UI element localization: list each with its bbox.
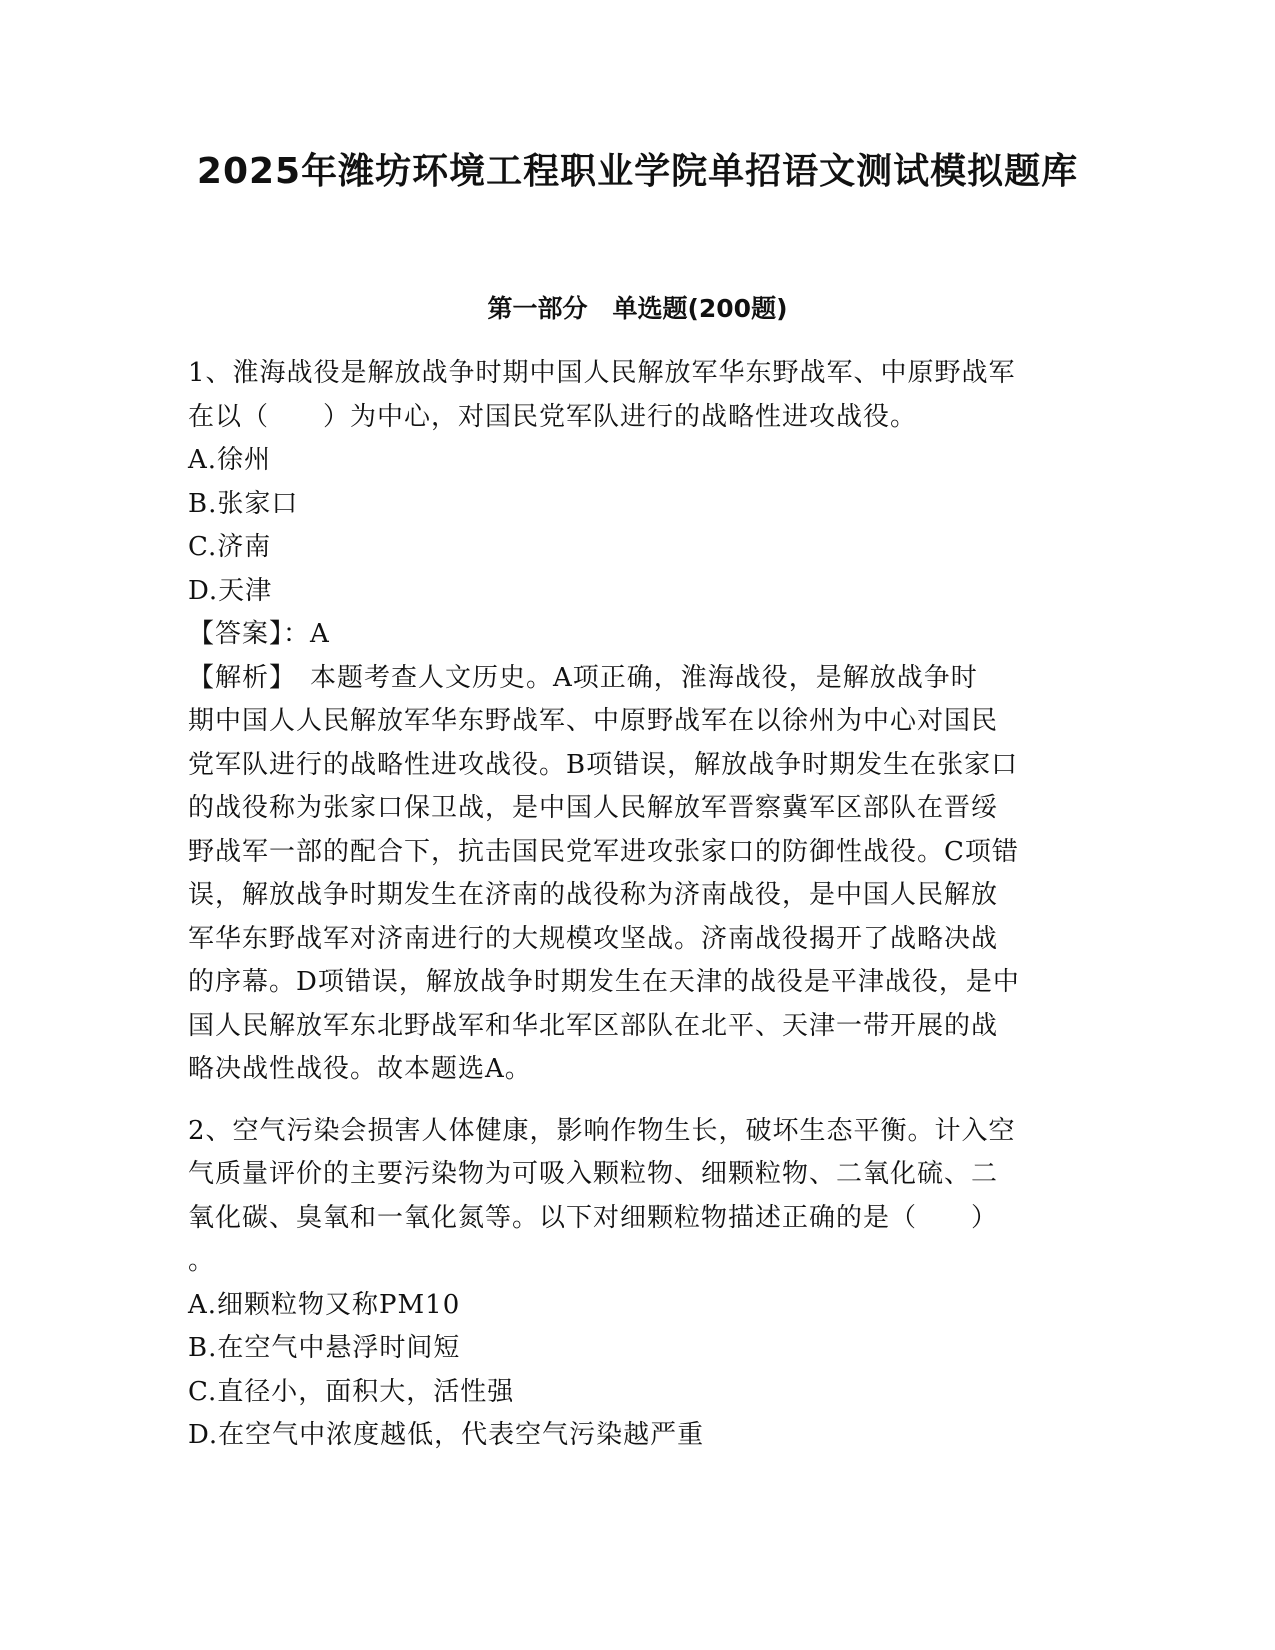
analysis-line: 期中国人人民解放军华东野战军、中原野战军在以徐州为中心对国民 xyxy=(188,706,999,736)
question-list xyxy=(188,352,1083,1458)
option-b: B.张家口 xyxy=(188,488,299,519)
option-d: D.在空气中浓度越低，代表空气污染越严重 xyxy=(188,1420,705,1450)
analysis-line: 的战役称为张家口保卫战，是中国人民解放军晋察冀军区部队在晋绥 xyxy=(188,793,999,823)
option-a: A.徐州 xyxy=(188,445,272,475)
analysis-line: 略决战性战役。故本题选A。 xyxy=(188,1054,532,1084)
option-b: B.在空气中悬浮时间短 xyxy=(188,1333,461,1363)
question-stem-line: 1、淮海战役是解放战争时期中国人民解放军华东野战军、中原野战军 xyxy=(188,358,1016,388)
section-heading: 第一部分 单选题(200题) xyxy=(487,294,788,323)
question-2 xyxy=(188,1110,1083,1458)
analysis-line: 野战军一部的配合下，抗击国民党军进攻张家口的防御性战役。C项错 xyxy=(188,836,1019,867)
option-c: C.直径小，面积大，活性强 xyxy=(188,1376,515,1407)
question-stem-line: 气质量评价的主要污染物为可吸入颗粒物、细颗粒物、二氧化硫、二 xyxy=(188,1159,999,1189)
analysis-line: 误，解放战争时期发生在济南的战役称为济南战役，是中国人民解放 xyxy=(188,880,999,910)
question-stem-line: 2、空气污染会损害人体健康，影响作物生长，破坏生态平衡。计入空 xyxy=(188,1115,1016,1146)
option-a: A.细颗粒物又称PM10 xyxy=(188,1289,461,1320)
question-stem-line: 。 xyxy=(188,1246,216,1276)
analysis-line: 军华东野战军对济南进行的大规模攻坚战。济南战役揭开了战略决战 xyxy=(188,923,999,954)
question-1 xyxy=(188,352,1083,1092)
analysis-line: 国人民解放军东北野战军和华北军区部队在北平、天津一带开展的战 xyxy=(188,1010,999,1041)
question-stem-line: 在以（ ）为中心，对国民党军队进行的战略性进攻战役。 xyxy=(188,401,918,432)
analysis-line: 党军队进行的战略性进攻战役。B项错误，解放战争时期发生在张家口 xyxy=(188,749,1019,780)
question-spacer xyxy=(188,1092,1083,1110)
document-title: 2025年潍坊环境工程职业学院单招语文测试模拟题库 xyxy=(196,151,1079,192)
answer-line: 【答案】：A xyxy=(188,619,330,649)
option-d: D.天津 xyxy=(188,575,273,606)
analysis-line: 的序幕。D项错误，解放战争时期发生在天津的战役是平津战役，是中 xyxy=(188,967,1020,997)
analysis-line: 【解析】 本题考查人文历史。A项正确，淮海战役，是解放战争时 xyxy=(188,662,978,693)
option-c: C.济南 xyxy=(188,532,272,562)
question-stem-line: 氧化碳、臭氧和一氧化氮等。以下对细颗粒物描述正确的是（ ） xyxy=(188,1202,999,1233)
